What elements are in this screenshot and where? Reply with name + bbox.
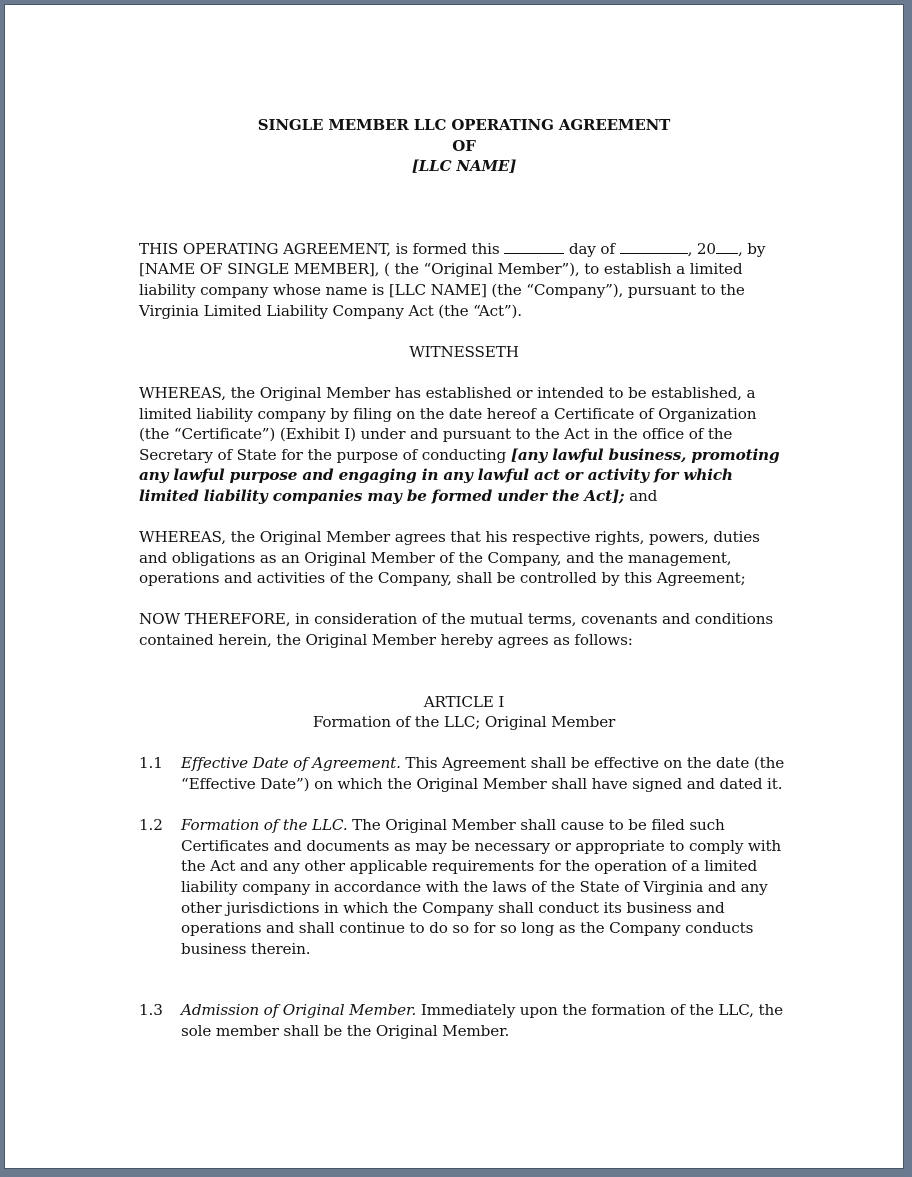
document-body [139, 115, 789, 1062]
article-subheading: Formation of the LLC; Original Member [312, 713, 616, 732]
intro-text-1: THIS OPERATING AGREEMENT, is formed this [139, 239, 505, 258]
whereas-1-text: WHEREAS, the Original Member has established or intended to be established, a limited liability company by filing on the date hereof a Certificate of Organization (the “Certificate”) (Exhibit I) under and pursuant to the Act in the office of the Secretary of State for the purpose of conducting [139, 383, 757, 464]
section-number: 1.3 [139, 1001, 163, 1020]
month-blank [620, 240, 688, 254]
section-text: The Original Member shall cause to be filed such Certificates and documents as may be necessary or appropriate to comply with the Act and any other applicable requirements for the operation of a limited liability company in accordance with the laws of the State of Virginia and any other jurisdictions in which the Company shall conduct its business and operations and shall continue to do so for so long as the Company conducts business therein. [181, 816, 782, 958]
section-body [181, 815, 789, 959]
whereas-paragraph-2: WHEREAS, the Original Member agrees that his respective rights, powers, duties and obligations as an Original Member of the Company, and the management, operations and activities of the Company, shall be controlled by this Agreement; [139, 528, 760, 588]
intro-text-2: day of [564, 239, 620, 258]
section-text: This Agreement shall be effective on the date (the “Effective Date”) on which the Original Member shall have signed and dated it. [181, 754, 785, 794]
whereas-1-tail: and [624, 486, 658, 505]
witnesseth-heading: WITNESSETH [409, 342, 519, 361]
article-heading-block [139, 692, 789, 733]
article-heading: ARTICLE I [423, 692, 505, 711]
section-1-1 [139, 753, 789, 794]
document-title [139, 115, 789, 177]
day-blank [504, 240, 564, 254]
document-page [4, 4, 904, 1169]
section-number: 1.2 [139, 816, 163, 835]
section-1-2 [139, 815, 789, 959]
year-blank [716, 240, 738, 254]
intro-text-4: , by [NAME OF SINGLE MEMBER], ( the “Original Member”), to establish a limited liability company whose name is [LLC NAME] (the “Company”), pursuant to the Virginia Limited Liability Company Act (the “Act”). [139, 239, 766, 320]
section-number: 1.1 [139, 754, 163, 773]
title-line-2: OF [452, 136, 476, 155]
section-title: Admission of Original Member. [181, 1001, 417, 1020]
section-title: Formation of the LLC. [181, 816, 348, 835]
section-text: Immediately upon the formation of the LLC, the sole member shall be the Original Member. [181, 1001, 783, 1040]
section-1-3 [139, 1000, 789, 1041]
title-llc-name: [LLC NAME] [411, 157, 517, 176]
section-title: Effective Date of Agreement. [181, 754, 401, 773]
whereas-1-emphasis: [any lawful business, promoting any lawful purpose and engaging in any lawful act or activity for which limited liability companies may be formed under the Act]; [139, 445, 780, 505]
now-therefore-paragraph: NOW THEREFORE, in consideration of the mutual terms, covenants and conditions contained herein, the Original Member hereby agrees as follows: [139, 610, 774, 650]
section-body [181, 1000, 789, 1041]
intro-text-3: , 20 [687, 239, 716, 258]
whereas-paragraph-1 [139, 383, 789, 507]
title-line-1: SINGLE MEMBER LLC OPERATING AGREEMENT [257, 116, 671, 134]
intro-paragraph [139, 239, 789, 321]
section-body [181, 753, 789, 794]
